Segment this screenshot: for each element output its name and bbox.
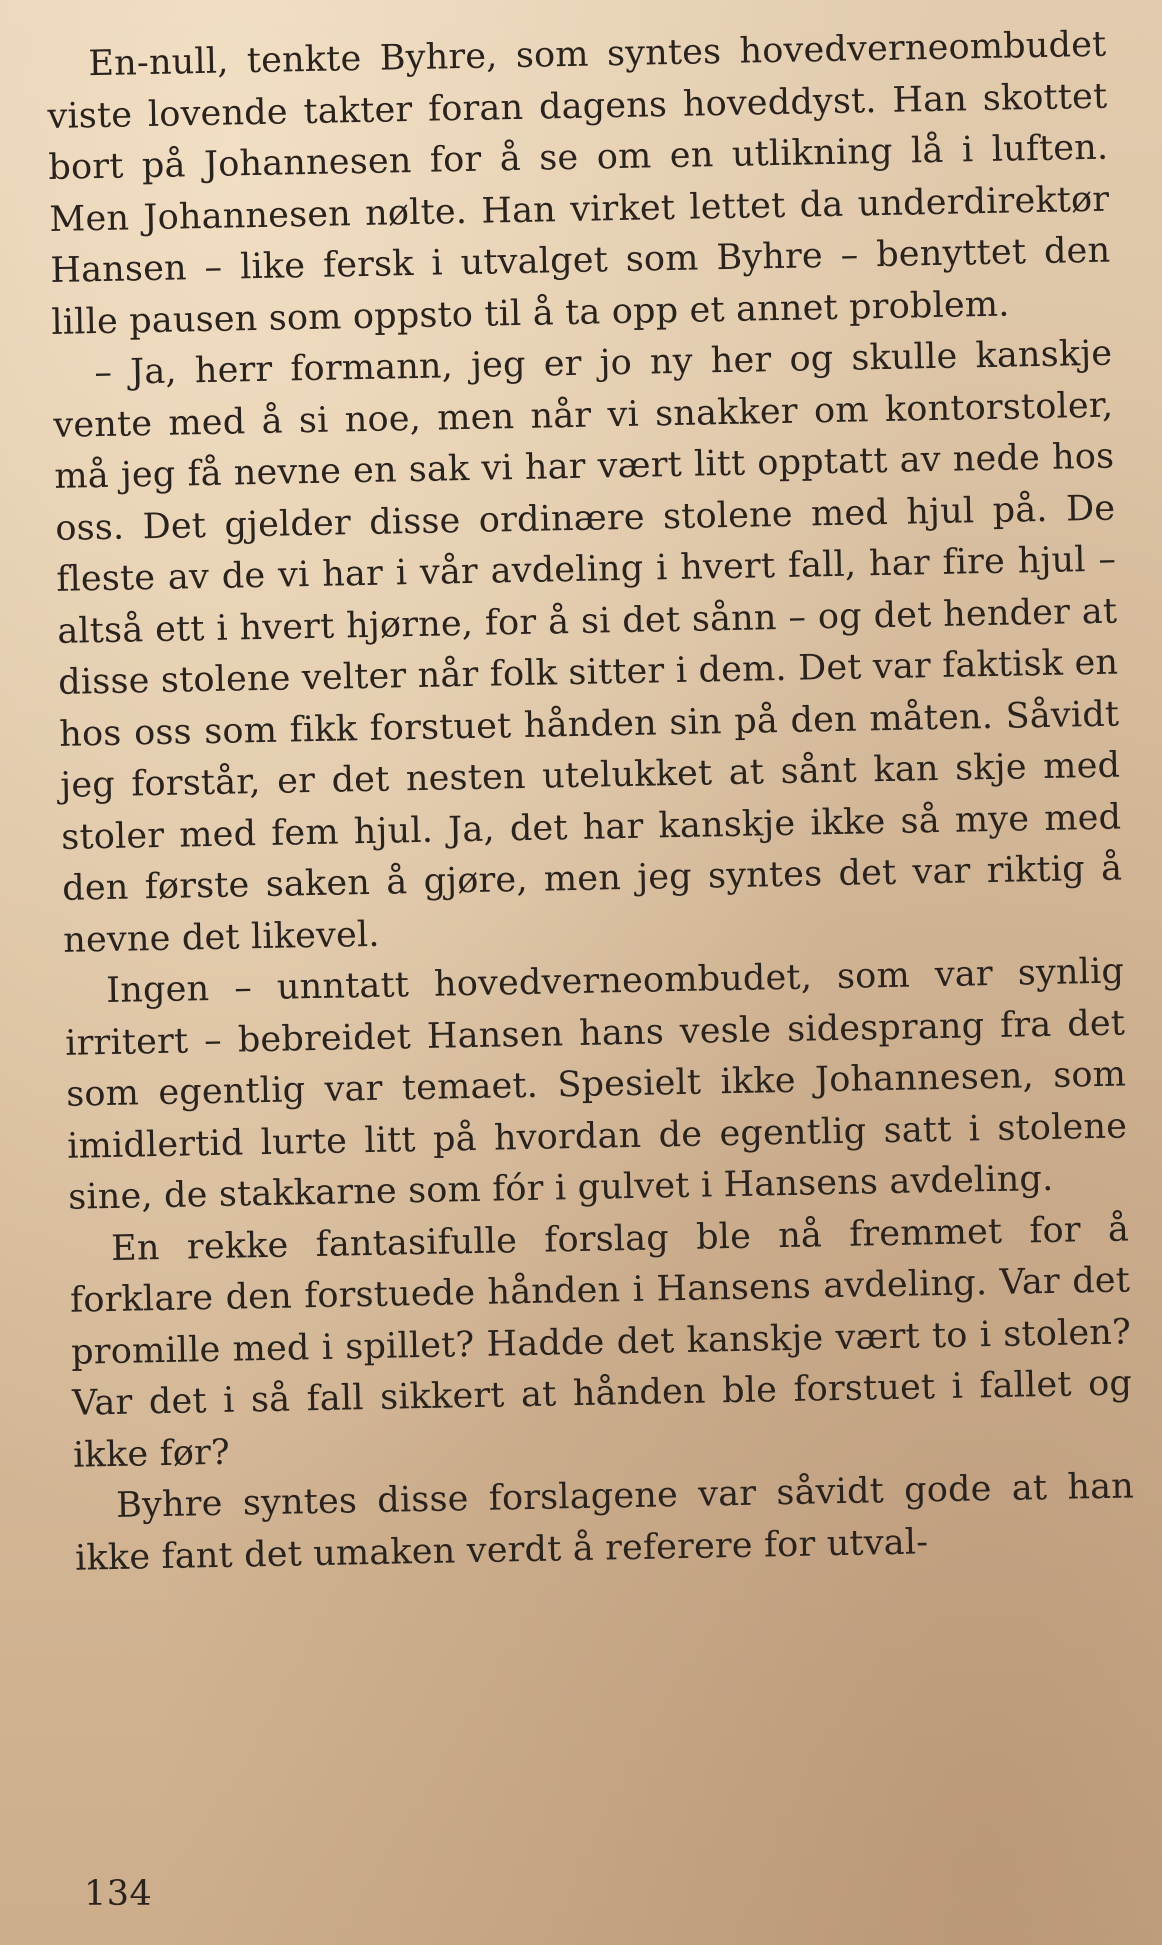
paragraph-5: Byhre syntes disse forslagene var såvidt gode at han ikke fant det umaken verdt å referere for utval- — [74, 1466, 1135, 1579]
paragraph-3: Ingen – unntatt hovedverneombudet, som var synlig irritert – bebreidet Hansen hans vesle sidesprang fra det som egentlig var temaet. Spesielt ikke Johannesen, som imidlertid lurte litt på hvordan de egentlig satt i stolene sine, de stakkarne som fór i gulvet i Hansens avdeling. — [64, 951, 1128, 1218]
body-text — [46, 20, 1135, 1585]
paragraph-2: – Ja, herr formann, jeg er jo ny her og skulle kanskje vente med å si noe, men når vi snakker om kontorstoler, må jeg få nevne en sak vi har vært litt opptatt av nede hos oss. Det gjelder disse ordinære stolene med hjul på. De fleste av de vi har i vår avdeling i hvert fall, har fire hjul – altså ett i hvert hjørne, for å si det sånn – og det hender at disse stolene velter når folk sitter i dem. Det var faktisk en hos oss som fikk forstuet hånden sin på den måten. Såvidt jeg forstår, er det nesten utelukket at sånt kan skje med stoler med fem hjul. Ja, det har kanskje ikke så mye med den første saken å gjøre, men jeg syntes det var riktig å nevne det likevel. — [53, 333, 1123, 961]
paragraph-4: En rekke fantasifulle forslag ble nå fremmet for å forklare den forstuede hånden i Hansens avdeling. Var det promille med i spillet? Hadde det kanskje vært to i stolen? Var det i så fall sikkert at hånden ble forstuet i fallet og ikke før? — [69, 1208, 1133, 1476]
page-number: 134 — [84, 1874, 153, 1914]
paragraph-1: En-null, tenkte Byhre, som syntes hovedverneombudet viste lovende takter foran dagens hoveddyst. Han skottet bort på Johannesen for å se om en utlikning lå i luften. Men Johannesen nølte. Han virket lettet da underdirektør Hansen – like fersk i utvalget som Byhre – benyttet den lille pausen som oppsto til å ta opp et annet problem. — [47, 24, 1111, 343]
